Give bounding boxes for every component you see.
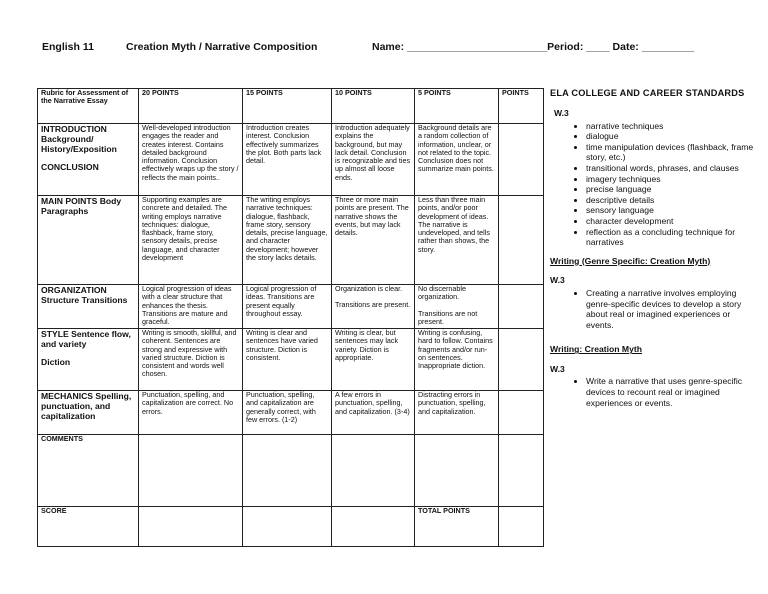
col-10-points: 10 POINTS (332, 89, 415, 124)
comments-cell[interactable] (499, 435, 544, 507)
standards-list (550, 288, 760, 330)
list-item: • Creating a narrative involves employing genre-specific devices to develop a story about real or imagined experiences or events. (586, 288, 760, 330)
score-label: SCORE (38, 507, 139, 547)
cell-15: Writing is clear and sentences have varied structure. Diction is consistent. (243, 329, 332, 391)
list-item: • sensory language (586, 205, 760, 216)
cell-20: Logical progression of ideas with a clear structure that enhances the thesis. Transitions are mature and graceful. (139, 285, 243, 329)
list-item: • dialogue (586, 131, 760, 142)
cell-15: Introduction creates interest. Conclusion effectively summarizes the plot. Both parts lack detail. (243, 124, 332, 196)
name-period-date-line: Name: ________________________Period: ____ Date: _________ (372, 41, 695, 53)
cell-5 (415, 285, 499, 329)
list-item: • Write a narrative that uses genre-specific devices to recount real or imagined experiences or events. (586, 376, 760, 408)
cell-points (499, 124, 544, 196)
list-item: • time manipulation devices (flashback, frame story, etc.) (586, 142, 760, 163)
standards-list (550, 121, 760, 248)
cell-15: Punctuation, spelling, and capitalization are generally correct, with few errors. (1-2) (243, 391, 332, 435)
comments-cell[interactable] (332, 435, 415, 507)
section-heading: Writing (Genre Specific: Creation Myth) (550, 255, 711, 266)
col-20-points: 20 POINTS (139, 89, 243, 124)
list-item: • precise language (586, 184, 760, 195)
row-style (38, 329, 544, 391)
cell-5: Less than three main points, and/or poor development of ideas. The narrative is undeveloped, and tells rather than shows, the story. (415, 196, 499, 285)
cell-10: Introduction adequately explains the background, but may lack detail. Conclusion is recognizable and ties up almost all loose ends. (332, 124, 415, 196)
cell-10: A few errors in punctuation, spelling, and capitalization. (3-4) (332, 391, 415, 435)
cell-5: Distracting errors in punctuation, spelling, and capitalization. (415, 391, 499, 435)
total-points-cell[interactable] (499, 507, 544, 547)
rubric-title: Rubric for Assessment of the Narrative Essay (38, 89, 139, 124)
row-introduction (38, 124, 544, 196)
cell-15: Logical progression of ideas. Transitions are present equally throughout essay. (243, 285, 332, 329)
cell-10 (332, 285, 415, 329)
comments-label: COMMENTS (38, 435, 139, 507)
cell-points (499, 285, 544, 329)
cell-points (499, 196, 544, 285)
row-comments (38, 435, 544, 507)
score-cell[interactable] (332, 507, 415, 547)
standard-code: W.3 (550, 275, 565, 286)
total-points-label: TOTAL POINTS (415, 507, 499, 547)
row-label (38, 124, 139, 196)
list-item: • character development (586, 216, 760, 227)
cell-20: Well-developed introduction engages the reader and creates interest. Contains detailed background information. Conclusion effectively wraps up the story / reflects the main points.. (139, 124, 243, 196)
cell-10: Three or more main points are present. The narrative shows the events, but may lack details. (332, 196, 415, 285)
score-cell[interactable] (243, 507, 332, 547)
col-5-points: 5 POINTS (415, 89, 499, 124)
comments-cell[interactable] (415, 435, 499, 507)
cell-20: Punctuation, spelling, and capitalization are correct. No errors. (139, 391, 243, 435)
list-item: • descriptive details (586, 195, 760, 206)
row-label-sub: Diction (41, 357, 71, 367)
cell-10-line2: Transitions are present. (335, 300, 411, 310)
row-label-main: ORGANIZATION Structure Transitions (41, 285, 128, 305)
cell-5-line1: No discernable organization. (418, 284, 466, 302)
course-title: English 11 (42, 41, 94, 53)
row-label-main: MECHANICS Spelling, punctuation, and capitalization (41, 391, 132, 421)
row-mechanics (38, 391, 544, 435)
cell-15: The writing employs narrative techniques: dialogue, flashback, frame story, sensory details, precise language, and character development; however the story lacks details. (243, 196, 332, 285)
cell-10: Writing is clear, but sentences may lack variety. Diction is appropriate. (332, 329, 415, 391)
standard-code: W.3 (554, 108, 569, 118)
list-item: • reflection as a concluding technique for narratives (586, 227, 760, 248)
standards-title: ELA COLLEGE AND CAREER STANDARDS (550, 88, 745, 98)
section-heading: Writing: Creation Myth (550, 344, 642, 355)
standards-list (550, 376, 760, 408)
col-15-points: 15 POINTS (243, 89, 332, 124)
rubric-header-row (38, 89, 544, 124)
row-label-sub: CONCLUSION (41, 162, 99, 172)
cell-5: Background details are a random collection of information, unclear, or not related to the topic. Conclusion does not summarize main points. (415, 124, 499, 196)
cell-5: Writing is confusing, hard to follow. Contains fragments and/or run-on sentences. Inappropriate diction. (415, 329, 499, 391)
list-item: • imagery techniques (586, 174, 760, 185)
standards-panel (550, 88, 760, 408)
row-main-points (38, 196, 544, 285)
row-score (38, 507, 544, 547)
list-item: • narrative techniques (586, 121, 760, 132)
rubric-table (37, 88, 544, 547)
cell-points (499, 391, 544, 435)
cell-20: Supporting examples are concrete and detailed. The writing employs narrative techniques: dialogue, flashback, frame story, sensory details, precise language, and character development (139, 196, 243, 285)
cell-10-line1: Organization is clear. (335, 284, 403, 293)
row-organization (38, 285, 544, 329)
cell-points (499, 329, 544, 391)
comments-cell[interactable] (243, 435, 332, 507)
comments-cell[interactable] (139, 435, 243, 507)
row-label (38, 391, 139, 435)
row-label-main: STYLE Sentence flow, and variety (41, 329, 131, 349)
row-label-main: MAIN POINTS Body Paragraphs (41, 196, 122, 216)
row-label (38, 329, 139, 391)
standard-code: W.3 (550, 363, 565, 374)
score-cell[interactable] (139, 507, 243, 547)
cell-5-line2: Transitions are not present. (418, 308, 478, 326)
row-label (38, 285, 139, 329)
col-points: POINTS (499, 89, 544, 124)
row-label-main: INTRODUCTION Background/ History/Exposition (41, 124, 117, 154)
assignment-title: Creation Myth / Narrative Composition (126, 41, 318, 53)
list-item: • transitional words, phrases, and clauses (586, 163, 760, 174)
cell-20: Writing is smooth, skillful, and coherent. Sentences are strong and expressive with varied structure. Diction is consistent and words well chosen. (139, 329, 243, 391)
row-label (38, 196, 139, 285)
